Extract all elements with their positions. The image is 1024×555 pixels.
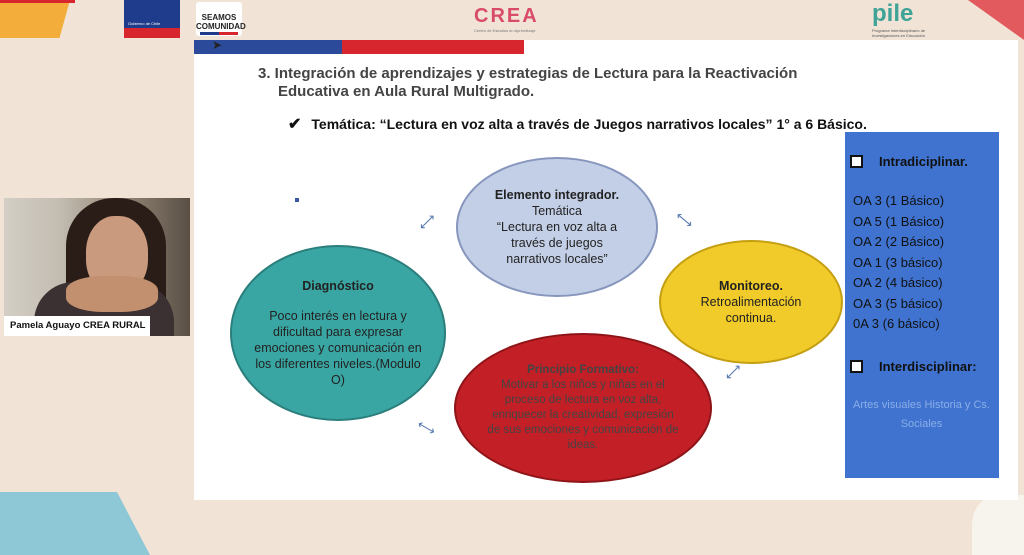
oa-item: OA 1 (3 básico) bbox=[853, 254, 943, 270]
tematica-line bbox=[288, 114, 928, 134]
inter-heading bbox=[850, 359, 999, 374]
inter-label: Interdisciplinar: bbox=[879, 358, 977, 374]
double-arrow-icon: ⟷ bbox=[414, 416, 439, 439]
crea-label: CREA bbox=[474, 5, 539, 27]
slide-title-line1: 3. Integración de aprendizajes y estrategias de Lectura para la Reactivación bbox=[258, 65, 798, 82]
monitoreo-body: Retroalimentación continua. bbox=[700, 295, 802, 325]
oa-item: OA 3 (5 básico) bbox=[853, 295, 943, 311]
slide-red-bar bbox=[342, 40, 524, 54]
background-red-corner bbox=[968, 0, 1024, 40]
double-arrow-icon: ⟷ bbox=[415, 209, 439, 234]
diagnostico-body: Poco interés en lectura y dificultad para expresar emociones y comunicación en los diferentes niveles.(Modulo O) bbox=[254, 309, 422, 387]
gobierno-logo bbox=[124, 0, 180, 38]
video-hand bbox=[66, 276, 158, 312]
slide-title-line2: Educativa en Aula Rural Multigrado. bbox=[278, 83, 535, 100]
oa-item: OA 2 (4 básico) bbox=[853, 275, 943, 290]
flag-red-stripe bbox=[124, 28, 180, 38]
elemento-title: Elemento integrador. bbox=[494, 188, 620, 202]
checkbox-icon bbox=[850, 360, 863, 373]
seamos-comunidad-logo bbox=[196, 2, 246, 36]
pile-label: pile bbox=[872, 0, 914, 27]
bullet-dot bbox=[295, 198, 299, 202]
principio-formativo-ellipse bbox=[454, 333, 712, 483]
double-arrow-icon: ⟷ bbox=[672, 207, 697, 232]
tematica-text: Temática: “Lectura en voz alta a través de Juegos narrativos locales” 1° a 6 Básico. bbox=[311, 116, 867, 132]
checkbox-icon bbox=[850, 155, 863, 168]
principio-body: Motivar a los niños y niñas en el proceso de lectura en voz alta, enriquecer la creatividad, expresión de sus emociones y comunicación de ideas. bbox=[487, 379, 679, 451]
intra-heading bbox=[850, 154, 999, 169]
background-orange-shape bbox=[0, 0, 70, 38]
gobierno-label: Gobierno de Chile bbox=[128, 21, 161, 26]
inter-items: Artes visuales Historia y Cs. Sociales bbox=[853, 398, 990, 430]
participant-name-label: Pamela Aguayo CREA RURAL bbox=[4, 316, 150, 336]
check-icon: ✔ bbox=[288, 116, 302, 133]
pile-subtitle: Programa Interdisciplinario de Investigaciones en Educación bbox=[872, 28, 926, 38]
objetivos-panel bbox=[845, 132, 999, 478]
elemento-integrador-ellipse bbox=[456, 157, 658, 297]
background-white-curve bbox=[972, 495, 1024, 555]
elemento-subtitle: Temática bbox=[531, 204, 583, 218]
intra-label: Intradiciplinar. bbox=[879, 154, 968, 169]
seamos-stripe bbox=[200, 32, 238, 35]
oa-item: OA 3 (1 Básico) bbox=[853, 193, 945, 208]
diagnostico-ellipse bbox=[230, 245, 446, 421]
seamos-label: SEAMOS COMUNIDAD bbox=[196, 13, 246, 31]
double-arrow-icon: ⟷ bbox=[721, 359, 745, 384]
oa-item: OA 5 (1 Básico) bbox=[853, 213, 945, 229]
diagnostico-title: Diagnóstico bbox=[302, 279, 374, 293]
oa-item: 0A 3 (6 básico) bbox=[853, 316, 940, 331]
pile-logo bbox=[872, 0, 942, 38]
crea-logo bbox=[474, 5, 539, 33]
principio-title: Principio Formativo: bbox=[527, 364, 639, 376]
monitoreo-ellipse bbox=[659, 240, 843, 364]
background-blue-shape bbox=[0, 492, 150, 555]
slide-title bbox=[258, 65, 918, 101]
monitoreo-title: Monitoreo. bbox=[719, 279, 783, 293]
mouse-cursor-icon: ➤ bbox=[212, 38, 223, 52]
background-red-line bbox=[0, 0, 75, 3]
elemento-body: “Lectura en voz alta a través de juegos narrativos locales” bbox=[496, 220, 618, 266]
oa-item: OA 2 (2 Básico) bbox=[853, 234, 945, 249]
crea-subtitle: Centro de Estudios en Aprendizaje bbox=[474, 28, 536, 33]
